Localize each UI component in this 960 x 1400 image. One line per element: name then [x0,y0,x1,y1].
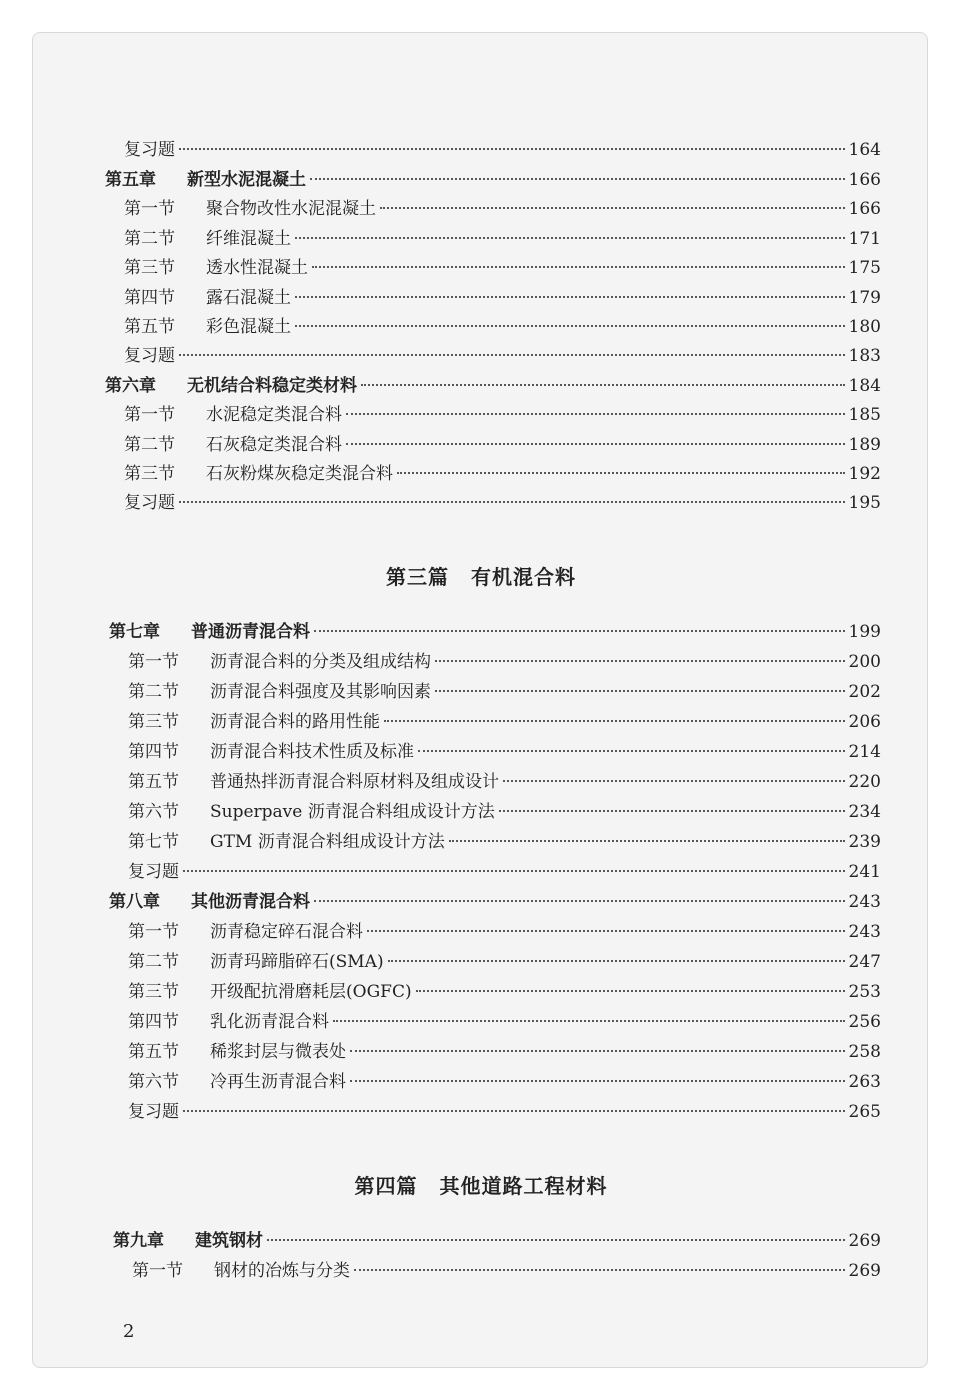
toc-entry-title: 复习题 [124,140,175,160]
toc-entry-label [128,677,431,707]
toc-section-row[interactable] [124,459,881,489]
toc-entry-title: 复习题 [124,346,175,366]
toc-section-row[interactable] [128,827,881,857]
toc-entry-label [124,253,308,283]
toc-section-row[interactable] [124,224,881,254]
dot-leader [499,810,845,812]
toc-entry-title: 沥青混合料强度及其影响因素 [210,682,431,702]
part-number: 第四篇 [354,1174,418,1198]
toc-entry-page: 184 [848,376,881,396]
toc-entry-label [128,977,412,1007]
toc-entry-number: 第五节 [128,1042,179,1062]
dot-leader [295,237,845,239]
dot-leader [503,780,845,782]
toc-entry-title: 其他沥青混合料 [191,892,310,912]
toc-entry-title: 纤维混凝土 [206,229,291,249]
toc-entry-title: 石灰稳定类混合料 [206,435,342,455]
toc-entry-number: 第九章 [113,1231,164,1251]
dot-leader [380,207,845,209]
toc-section-row[interactable] [128,1007,881,1037]
toc-entry-label [128,827,445,857]
toc-entry-page: 200 [848,652,881,672]
toc-entry-page: 195 [848,493,881,513]
dot-leader [350,1080,845,1082]
dot-leader [183,1110,845,1112]
toc-entry-title: 彩色混凝土 [206,317,291,337]
toc-entry-label [128,647,431,677]
toc-section-row[interactable] [124,283,881,313]
dot-leader [179,148,845,150]
dot-leader [435,690,845,692]
toc-entry-title: Superpave 沥青混合料组成设计方法 [210,802,495,822]
toc-entry-number: 第一节 [128,652,179,672]
toc-entry-title: 沥青混合料的路用性能 [210,712,380,732]
toc-entry-page: 241 [848,862,881,882]
toc-entry-number: 第一节 [124,199,175,219]
toc-entry-number: 第一节 [128,922,179,942]
toc-entry-label [105,371,357,401]
dot-leader [295,325,845,327]
toc-review-row[interactable] [124,135,881,165]
toc-entry-page: 269 [848,1231,881,1251]
toc-entry-page: 192 [848,464,881,484]
toc-entry-number: 第五节 [128,772,179,792]
toc-entry-page: 263 [848,1072,881,1092]
toc-entry-title: 乳化沥青混合料 [210,1012,329,1032]
toc-entry-title: 透水性混凝土 [206,258,308,278]
toc-entry-label [132,1256,350,1286]
toc-entry-label [113,1226,263,1256]
dot-leader [179,501,845,503]
toc-entry-label [124,459,393,489]
toc-entry-page: 175 [848,258,881,278]
toc-entry-number: 第七章 [109,622,160,642]
toc-entry-label [128,1037,346,1067]
toc-entry-title: 沥青玛蹄脂碎石(SMA) [210,952,384,972]
dot-leader [312,266,845,268]
toc-section-row[interactable] [128,797,881,827]
toc-entry-page: 185 [848,405,881,425]
toc-entry-title: 复习题 [128,1102,179,1122]
toc-entry-label [124,224,291,254]
toc-entry-title: 水泥稳定类混合料 [206,405,342,425]
toc-entry-title: 聚合物改性水泥混凝土 [206,199,376,219]
toc-entry-page: 189 [848,435,881,455]
toc-entry-page: 183 [848,346,881,366]
toc-entry-page: 180 [848,317,881,337]
toc-review-row[interactable] [128,857,881,887]
toc-entry-number: 第七节 [128,832,179,852]
dot-leader [354,1269,845,1271]
toc-entry-title: 无机结合料稳定类材料 [187,376,357,396]
toc-entry-title: 复习题 [124,493,175,513]
toc-entry-number: 第六节 [128,802,179,822]
toc-chapter-row[interactable] [105,165,881,195]
toc-review-row[interactable] [124,341,881,371]
toc-section-row[interactable] [128,1067,881,1097]
part-name: 其他道路工程材料 [439,1174,608,1198]
toc-entry-label [124,194,376,224]
dot-leader [418,750,845,752]
toc-entry-number: 第四节 [124,288,175,308]
toc-review-row[interactable] [128,1097,881,1127]
toc-section-row[interactable] [128,947,881,977]
toc-entry-label [124,135,175,165]
part-number: 第三篇 [386,565,449,589]
toc-entry-page: 239 [848,832,881,852]
toc-entry-number: 第四节 [128,1012,179,1032]
toc-entry-number: 第八章 [109,892,160,912]
toc-section-row[interactable] [128,767,881,797]
dot-leader [346,443,845,445]
toc-section-row[interactable] [124,400,881,430]
toc-entry-label [124,312,291,342]
toc-entry-number: 第二节 [128,952,179,972]
part-title-4 [33,1170,928,1199]
toc-review-row[interactable] [124,488,881,518]
toc-entry-label [124,341,175,371]
toc-entry-page: 166 [848,199,881,219]
toc-entry-title: 普通沥青混合料 [191,622,310,642]
toc-entry-number: 第一节 [132,1261,183,1281]
toc-entry-title: 稀浆封层与微表处 [210,1042,346,1062]
toc-entry-label [128,857,179,887]
toc-entry-label [128,737,414,767]
toc-entry-title: 石灰粉煤灰稳定类混合料 [206,464,393,484]
toc-entry-label [124,430,342,460]
toc-entry-page: 234 [848,802,881,822]
toc-entry-label [105,165,306,195]
toc-entry-label [128,707,380,737]
toc-entry-number: 第六节 [128,1072,179,1092]
toc-entry-title: 复习题 [128,862,179,882]
toc-entry-label [124,488,175,518]
toc-entry-page: 202 [848,682,881,702]
dot-leader [314,900,845,902]
toc-entry-title: 沥青混合料的分类及组成结构 [210,652,431,672]
dot-leader [333,1020,845,1022]
toc-entry-page: 171 [848,229,881,249]
toc-entry-label [109,617,310,647]
toc-entry-title: 开级配抗滑磨耗层(OGFC) [210,982,412,1002]
toc-entry-number: 第三节 [124,258,175,278]
book-page [32,32,928,1368]
dot-leader [183,870,845,872]
toc-entry-title: 露石混凝土 [206,288,291,308]
toc-entry-label [109,887,310,917]
toc-entry-page: 256 [848,1012,881,1032]
dot-leader [367,930,845,932]
table-of-contents [33,33,928,1368]
toc-section-row[interactable] [128,677,881,707]
part-title-3 [33,561,928,590]
toc-entry-number: 第三节 [128,982,179,1002]
toc-entry-title: 建筑钢材 [195,1231,263,1251]
toc-entry-page: 243 [848,922,881,942]
toc-entry-number: 第二节 [124,435,175,455]
toc-section-row[interactable] [124,430,881,460]
toc-chapter-row[interactable] [109,887,881,917]
toc-entry-number: 第六章 [105,376,156,396]
toc-section-row[interactable] [128,1037,881,1067]
dot-leader [449,840,845,842]
toc-entry-number: 第四节 [128,742,179,762]
toc-section-row[interactable] [124,312,881,342]
toc-section-row[interactable] [128,977,881,1007]
toc-entry-title: 沥青稳定碎石混合料 [210,922,363,942]
toc-entry-number: 第二节 [128,682,179,702]
toc-entry-label [124,400,342,430]
dot-leader [350,1050,845,1052]
toc-entry-page: 258 [848,1042,881,1062]
toc-section-row[interactable] [124,194,881,224]
dot-leader [397,472,845,474]
toc-entry-page: 253 [848,982,881,1002]
toc-entry-page: 265 [848,1102,881,1122]
toc-entry-label [124,283,291,313]
toc-entry-page: 166 [848,170,881,190]
toc-section-row[interactable] [132,1256,881,1286]
dot-leader [314,630,845,632]
toc-chapter-row[interactable] [113,1226,881,1256]
toc-entry-label [128,917,363,947]
toc-entry-page: 243 [848,892,881,912]
toc-entry-page: 179 [848,288,881,308]
toc-entry-page: 220 [848,772,881,792]
toc-entry-page: 206 [848,712,881,732]
toc-entry-label [128,1097,179,1127]
dot-leader [346,413,845,415]
page-number: 2 [123,1321,135,1342]
toc-entry-number: 第三节 [128,712,179,732]
toc-entry-title: 钢材的冶炼与分类 [214,1261,350,1281]
toc-entry-title: 冷再生沥青混合料 [210,1072,346,1092]
toc-entry-page: 269 [848,1261,881,1281]
toc-entry-page: 164 [848,140,881,160]
toc-section-row[interactable] [128,707,881,737]
dot-leader [179,354,845,356]
toc-entry-number: 第五章 [105,170,156,190]
dot-leader [384,720,845,722]
dot-leader [295,296,845,298]
toc-entry-number: 第一节 [124,405,175,425]
toc-entry-number: 第二节 [124,229,175,249]
toc-entry-label [128,797,495,827]
toc-section-row[interactable] [128,917,881,947]
toc-entry-page: 199 [848,622,881,642]
toc-chapter-row[interactable] [105,371,881,401]
toc-section-row[interactable] [128,737,881,767]
toc-entry-number: 第三节 [124,464,175,484]
dot-leader [435,660,845,662]
dot-leader [310,178,845,180]
toc-entry-page: 214 [848,742,881,762]
toc-entry-number: 第五节 [124,317,175,337]
dot-leader [388,960,845,962]
part-name: 有机混合料 [471,565,576,589]
toc-entry-label [128,1067,346,1097]
toc-entry-page: 247 [848,952,881,972]
toc-section-row[interactable] [124,253,881,283]
dot-leader [416,990,845,992]
toc-entry-title: GTM 沥青混合料组成设计方法 [210,832,445,852]
toc-entry-title: 新型水泥混凝土 [187,170,306,190]
toc-chapter-row[interactable] [109,617,881,647]
toc-section-row[interactable] [128,647,881,677]
toc-entry-title: 普通热拌沥青混合料原材料及组成设计 [210,772,499,792]
toc-entry-title: 沥青混合料技术性质及标准 [210,742,414,762]
dot-leader [267,1239,845,1241]
dot-leader [361,384,845,386]
toc-entry-label [128,1007,329,1037]
toc-entry-label [128,947,384,977]
toc-entry-label [128,767,499,797]
